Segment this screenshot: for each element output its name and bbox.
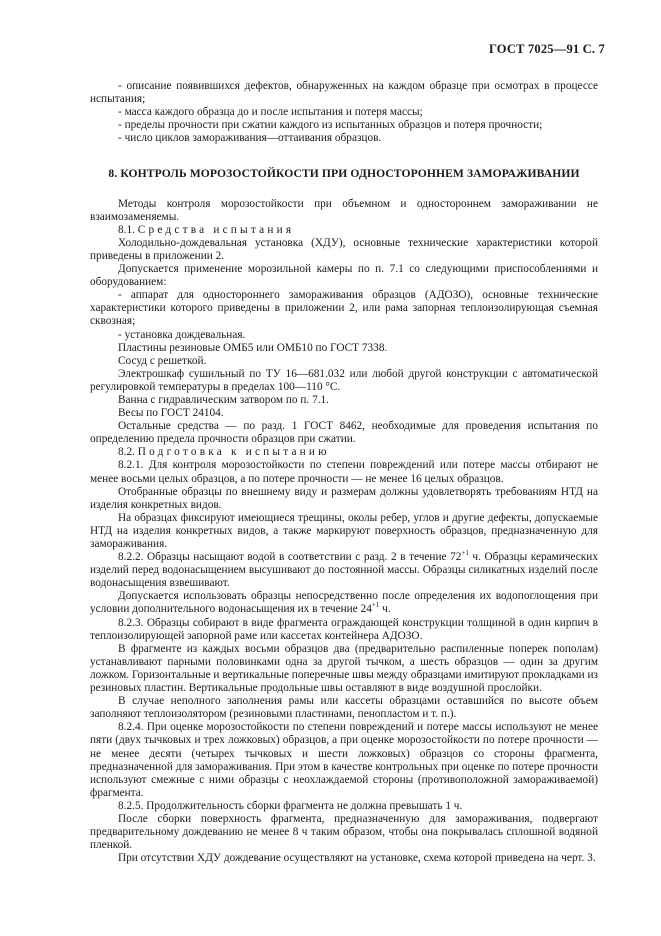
paragraph: Допускается использовать образцы непосредственно после определения их водопоглощения при условии дополнительного водонасыщения их в течение $24^{+1}$ ч. bbox=[90, 590, 598, 616]
paragraph: В фрагменте из каждых восьми образцов два (предварительно распиленные поперек пополам) устанавливают парными половинками одна за другой тычком, а шесть образцов — один за другим ложком. Горизонтальные и вертикальные поперечные швы между образцами имитируют прокладками из резиновых пластин. Вертикальные продольные швы оставляют в виде воздушной прослойки. bbox=[90, 642, 598, 695]
paragraph: - установка дождевальная. bbox=[118, 328, 246, 341]
paragraph: 8.2.2. Образцы насыщают водой в соответствии с разд. 2 в течение $72^{+1}$ ч. Образцы керамических изделий перед водонасыщением высушивают до постоянной массы. Образцы силикатных изделий после водонасыщения взвешивают. bbox=[90, 549, 598, 590]
paragraph: Электрошкаф сушильный по ТУ 16—681.032 или любой другой конструкции с автоматической регулировкой температуры в пределах 100—110 °С. bbox=[90, 367, 598, 393]
section-intro: Методы контроля морозостойкости при объемном и одностороннем замораживании не взаимозаменяемы. bbox=[90, 197, 598, 223]
list-item: - описание появившихся дефектов, обнаруженных на каждом образце при осмотрах в процессе испытания; bbox=[90, 80, 598, 106]
paragraph: 8.2.5. Продолжительность сборки фрагмента не должна превышать 1 ч. bbox=[118, 799, 463, 812]
subsection-title: Подготовка к испытанию bbox=[137, 446, 330, 459]
paragraph: 8.2.3. Образцы собирают в виде фрагмента ограждающей конструкции толщиной в один кирпич в теплоизолирующей запорной раме или кассетах контейнера АДОЗО. bbox=[90, 616, 598, 642]
list-item: - число циклов замораживания—оттаивания образцов. bbox=[118, 132, 382, 145]
document-body bbox=[90, 80, 598, 865]
subsection-title: Средства испытания bbox=[137, 223, 295, 236]
section-title: 8. КОНТРОЛЬ МОРОЗОСТОЙКОСТИ ПРИ ОДНОСТОРОННЕМ ЗАМОРАЖИВАНИИ bbox=[108, 167, 580, 181]
paragraph: Ванна с гидравлическим затвором по п. 7.1. bbox=[118, 393, 330, 406]
paragraph: Весы по ГОСТ 24104. bbox=[118, 407, 224, 420]
subsection-heading bbox=[90, 224, 598, 237]
paragraph: - аппарат для одностороннего замораживания образцов (АДОЗО), основные технические характеристики которого приведены в приложении 2, или рама запорная теплоизолирующая съемная сквозная; bbox=[90, 289, 598, 328]
paragraph: В случае неполного заполнения рамы или кассеты образцами оставшийся по высоте объем заполняют теплоизолятором (резиновыми пластинами, пенопластом и т. п.). bbox=[90, 695, 598, 721]
paragraph: На образцах фиксируют имеющиеся трещины, околы ребер, углов и другие дефекты, допускаемые НТД на изделия конкретных видов, а также маркируют поверхность образцов, предназначенную для замораживания. bbox=[90, 511, 598, 550]
paragraph: Остальные средства — по разд. 1 ГОСТ 8462, необходимые для проведения испытания по определению предела прочности образцов при сжатии. bbox=[90, 420, 598, 446]
paragraph: После сборки поверхность фрагмента, предназначенную для замораживания, подвергают предварительному дождеванию не менее 8 ч таким образом, чтобы она покрывалась сплошной водяной пленкой. bbox=[90, 812, 598, 852]
subsection-heading bbox=[90, 446, 598, 459]
subsection-number: 8.1. bbox=[118, 223, 135, 236]
list-item: - пределы прочности при сжатии каждого из испытанных образцов и потеря прочности; bbox=[118, 119, 543, 132]
paragraph: 8.2.4. При оценке морозостойкости по степени повреждений и потере массы используют не менее пяти (двух тычковых и трех ложковых) образцов, а при оценке морозостойкости по потере прочности — не менее десяти (четырех тычковых и шести ложковых) образцов со стороны фрагмента, предназначенной для замораживания. При этом в качестве контрольных при оценке по потере прочности используют смежные с ними образцы с неохлаждаемой стороны (противоположной замораживаемой) фрагмента. bbox=[90, 721, 598, 799]
list-item: - масса каждого образца до и после испытания и потеря массы; bbox=[118, 106, 423, 119]
subsection-number: 8.2. bbox=[118, 446, 135, 459]
paragraph: Допускается применение морозильной камеры по п. 7.1 со следующими приспособлениями и оборудованием: bbox=[90, 263, 598, 289]
paragraph: Сосуд с решеткой. bbox=[118, 354, 207, 367]
paragraph: 8.2.1. Для контроля морозостойкости по степени повреждений или потере массы отбирают не менее восьми целых образцов, а по потере прочности — не менее 16 целых образцов. bbox=[90, 459, 598, 485]
paragraph: Пластины резиновые ОМБ5 или ОМБ10 по ГОСТ 7338. bbox=[118, 341, 388, 354]
paragraph: Холодильно-дождевальная установка (ХДУ), основные технические характеристики которой приведены в приложении 2. bbox=[90, 236, 598, 262]
page-header: ГОСТ 7025—91 С. 7 bbox=[488, 42, 605, 56]
paragraph: Отобранные образцы по внешнему виду и размерам должны удовлетворять требованиям НТД на изделия конкретных видов. bbox=[90, 485, 598, 511]
paragraph: При отсутствии ХДУ дождевание осуществляют на установке, схема которой приведена на черт. 3. bbox=[118, 852, 596, 865]
